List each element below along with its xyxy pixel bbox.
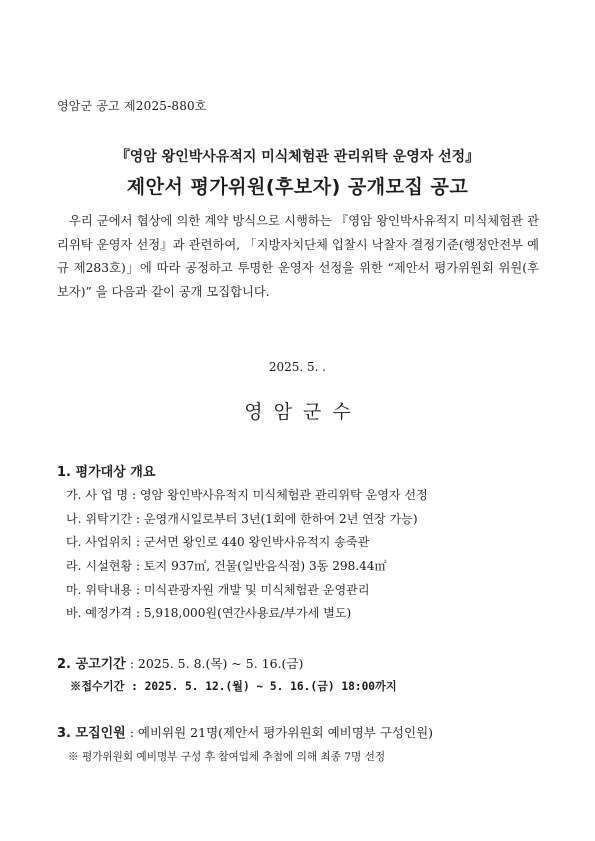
notice-date: 2025. 5. . [268,360,327,374]
section-2 [57,653,303,672]
issuer-name: 영암군수 [244,401,362,423]
overview-item-period: 나. 위탁기간 : 운영개시일로부터 3년(1회에 한하여 2년 연장 가능) [66,511,418,526]
selection-note: ※ 평가위원회 예비명부 구성 후 참여업체 추첨에 의해 최종 7명 선정 [68,751,386,763]
notice-number: 영암군 공고 제2025-880호 [57,99,207,113]
section-2-heading: 2. 공고기간 [57,657,126,672]
notice-period-value: : 2025. 5. 8.(목) ~ 5. 16.(금) [125,656,304,671]
overview-item-location: 다. 사업위치 : 군서면 왕인로 440 왕인박사유적지 송죽관 [66,535,370,550]
recruit-count-value: : 예비위원 21명(제안서 평가위원회 예비명부 구성인원) [125,725,434,740]
overview-list [66,484,428,626]
notice-subtitle: 『영암 왕인박사유적지 미식체험관 관리위탁 운영자 선정』 [115,149,480,165]
overview-item-facility: 라. 시설현황 : 토지 937㎡, 건물(일반음식점) 3동 298.44㎡ [66,559,387,574]
section-1-heading: 1. 평가대상 개요 [57,465,156,480]
overview-item-project: 가. 사 업 명 : 영암 왕인박사유적지 미식체험관 관리위탁 운영자 선정 [66,488,428,502]
intro-paragraph: 우리 군에서 협상에 의한 계약 방식으로 시행하는 『영암 왕인박사유적지 미식체험관 관리위탁 운영자 선정』과 관련하여, 「지방자치단체 입찰시 낙찰자 결정기준(행정안전부 예규 제283호)」에 따라 공정하고 투명한 운영자 선정을 위한 “제안서 평가위원회 위원(후보자)” 을 다음과 같이 공개 모집합니다. [57,214,539,299]
section-3-heading: 3. 모집인원 [57,726,126,741]
section-3 [57,722,433,741]
overview-item-price: 바. 예정가격 : 5,918,000원(연간사용료/부가세 별도) [66,606,352,621]
receipt-period: ※접수기간 : 2025. 5. 12.(월) ~ 5. 16.(금) 18:00까지 [70,680,397,693]
overview-item-content: 마. 위탁내용 : 미식관광자원 개발 및 미식체험관 운영관리 [66,582,370,597]
notice-title: 제안서 평가위원(후보자) 공개모집 공고 [126,176,469,198]
